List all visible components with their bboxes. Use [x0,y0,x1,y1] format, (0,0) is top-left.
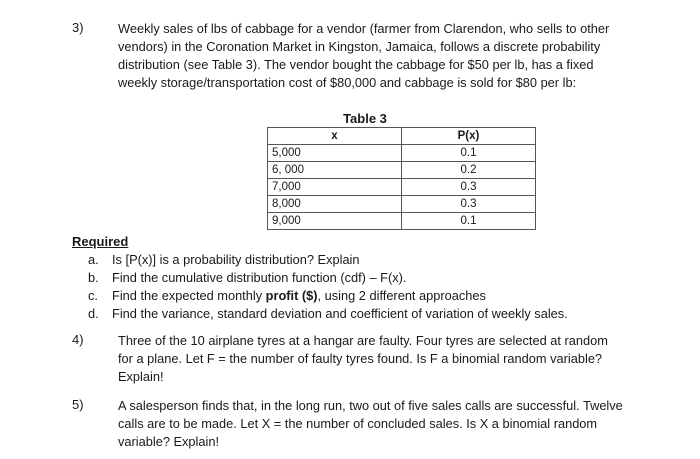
question-4-line-3: Explain! [118,369,164,384]
item-text-bold: profit ($) [265,288,318,303]
cell-x: 8,000 [268,196,402,213]
required-list [88,251,688,323]
cell-px: 0.3 [402,179,536,196]
cell-x: 5,000 [268,145,402,162]
table-row [268,162,536,179]
cell-px: 0.1 [402,213,536,230]
cell-x: 7,000 [268,179,402,196]
question-5-line-2: calls are to be made. Let X = the number of concluded sales. Is X a binomial random [118,416,598,431]
question-3-text [118,20,678,92]
item-letter: b. [88,270,99,285]
question-3-line-3: distribution (see Table 3). The vendor bought the cabbage for $50 per lb, has a fixed [118,57,594,72]
question-4-line-1: Three of the 10 airplane tyres at a hangar are faulty. Four tyres are selected at random [118,333,608,348]
question-3-line-4: weekly storage/transportation cost of $80,000 and cabbage is sold for $80 per lb: [118,75,577,90]
list-item [88,269,688,287]
question-3-number: 3) [72,20,84,35]
item-text [112,287,486,305]
cell-x: 6, 000 [268,162,402,179]
table-row [268,179,536,196]
item-text [112,269,406,287]
header-x: x [268,128,402,145]
list-item [88,287,688,305]
question-5-line-1: A salesperson finds that, in the long run, two out of five sales calls are successful. Twelve [118,398,623,413]
table-row [268,213,536,230]
item-letter: a. [88,252,99,267]
cell-px: 0.1 [402,145,536,162]
header-px: P(x) [402,128,536,145]
item-letter: d. [88,306,99,321]
question-5-number: 5) [72,397,84,412]
item-text-part: Find the cumulative distribution function (cdf) – F(x). [112,270,407,285]
item-text-part: Is [P(x)] is a probability distribution? Explain [112,252,360,267]
table-header-row [268,128,536,145]
question-3-line-1: Weekly sales of lbs of cabbage for a vendor (farmer from Clarendon, who sells to other [118,21,610,36]
table-3-caption: Table 3 [343,111,387,126]
item-text [112,251,360,269]
item-text [112,305,568,323]
question-4-line-2: for a plane. Let F = the number of faulty tyres found. Is F a binomial random variable? [118,351,603,366]
list-item [88,305,688,323]
question-4-text [118,332,678,386]
question-3-line-2: vendors) in the Coronation Market in Kingston, Jamaica, follows a discrete probability [118,39,601,54]
cell-px: 0.3 [402,196,536,213]
item-letter: c. [88,288,98,303]
cell-px: 0.2 [402,162,536,179]
table-row [268,145,536,162]
list-item [88,251,688,269]
required-heading: Required [72,234,129,249]
question-4-number: 4) [72,332,84,347]
question-5-line-3: variable? Explain! [118,434,220,449]
item-text-part: , using 2 different approaches [317,288,486,303]
table-3 [267,127,536,230]
cell-x: 9,000 [268,213,402,230]
item-text-part: Find the variance, standard deviation and coefficient of variation of weekly sales. [112,306,568,321]
item-text-part: Find the expected monthly [112,288,266,303]
question-5-text [118,397,678,451]
table-row [268,196,536,213]
